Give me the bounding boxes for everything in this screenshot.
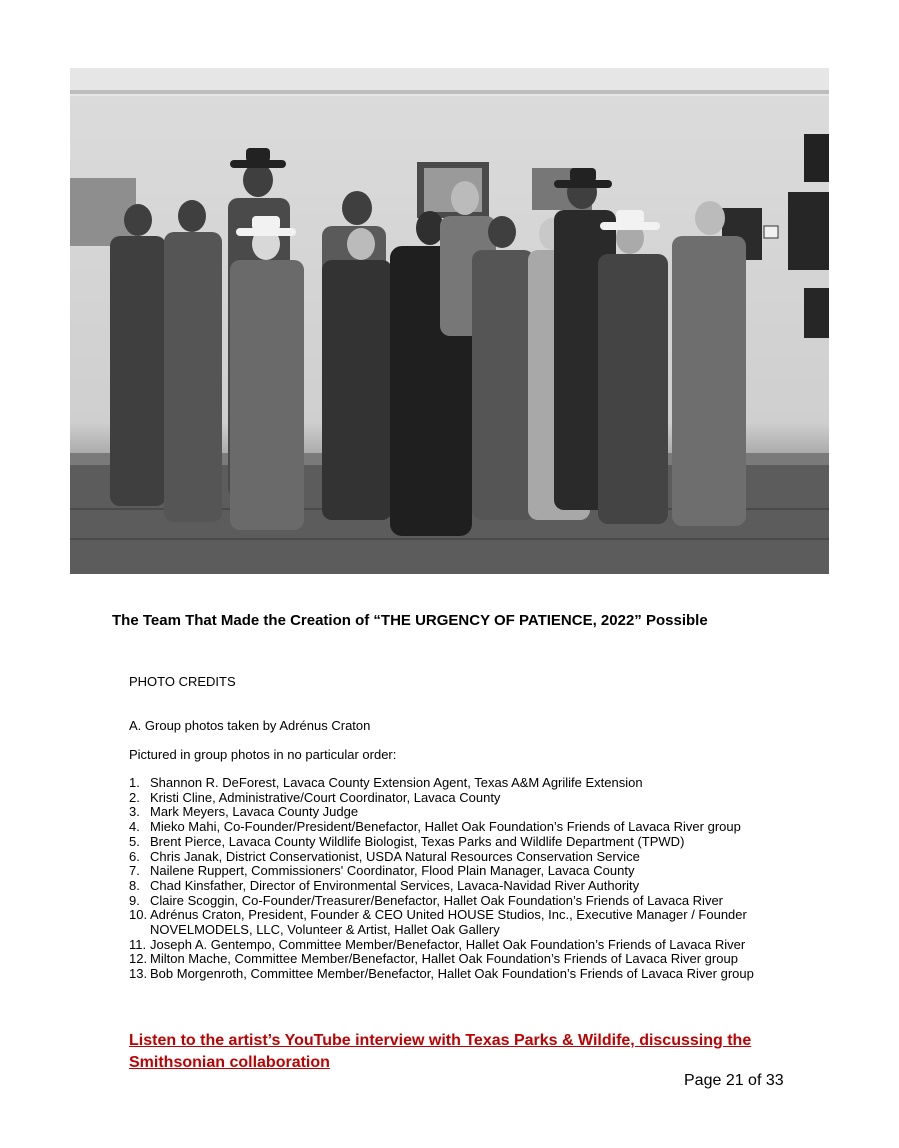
list-text: Joseph A. Gentempo, Committee Member/Benefactor, Hallet Oak Foundation’s Friends of Lavaca River <box>150 936 746 952</box>
list-number: 1. <box>129 775 140 790</box>
list-item <box>129 894 829 909</box>
group-photo <box>70 68 829 574</box>
list-item <box>129 805 829 820</box>
list-text: Bob Morgenroth, Committee Member/Benefactor, Hallet Oak Foundation’s Friends of Lavaca River group <box>150 966 754 982</box>
list-item <box>129 864 829 879</box>
list-text: Mieko Mahi, Co-Founder/President/Benefactor, Hallet Oak Foundation’s Friends of Lavaca River group <box>150 819 741 835</box>
list-number: 10. <box>129 907 148 923</box>
list-text: Brent Pierce, Lavaca County Wildlife Biologist, Texas Parks and Wildlife Department (TPWD) <box>150 833 685 849</box>
list-number: 4. <box>129 819 140 835</box>
list-item <box>129 938 829 953</box>
list-text: Adrénus Craton, President, Founder & CEO United HOUSE Studios, Inc., Executive Manager / Founder NOVELMODELS, LLC, Volunteer & Artist, Hallet Oak Gallery <box>150 907 747 938</box>
list-text: Nailene Ruppert, Commissioners' Coordinator, Flood Plain Manager, Lavaca County <box>150 863 635 879</box>
group-photo-illustration <box>70 68 829 574</box>
list-text: Claire Scoggin, Co-Founder/Treasurer/Benefactor, Hallet Oak Foundation’s Friends of Lavaca River <box>150 892 724 908</box>
pictured-intro: Pictured in group photos in no particular order: <box>129 747 397 762</box>
list-text: Milton Mache, Committee Member/Benefactor, Hallet Oak Foundation’s Friends of Lavaca River group <box>150 951 738 967</box>
list-number: 11. <box>129 936 147 952</box>
youtube-interview-link[interactable]: Listen to the artist’s YouTube interview with Texas Parks & Wildife, discussing the Smithsonian collaboration <box>129 1032 752 1071</box>
list-item <box>129 908 829 937</box>
photo-caption: The Team That Made the Creation of “THE URGENCY OF PATIENCE, 2022” Possible <box>112 612 708 629</box>
list-item <box>129 967 829 982</box>
list-item <box>129 850 829 865</box>
photo-credit-a: A. Group photos taken by Adrénus Craton <box>129 718 371 733</box>
photo-credits-heading: PHOTO CREDITS <box>129 674 236 689</box>
list-item <box>129 879 829 894</box>
list-item <box>129 776 829 791</box>
list-item <box>129 835 829 850</box>
list-number: 13. <box>129 966 148 982</box>
list-item <box>129 952 829 967</box>
list-number: 8. <box>129 877 140 893</box>
list-item <box>129 791 829 806</box>
pictured-list <box>129 776 829 982</box>
list-number: 7. <box>129 863 140 879</box>
list-number: 3. <box>129 804 140 820</box>
list-number: 6. <box>129 848 140 864</box>
list-text: Mark Meyers, Lavaca County Judge <box>150 804 359 820</box>
list-number: 2. <box>129 789 140 805</box>
list-number: 9. <box>129 892 140 908</box>
list-number: 5. <box>129 833 140 849</box>
list-item <box>129 820 829 835</box>
list-number: 12. <box>129 951 148 967</box>
page-number: Page 21 of 33 <box>684 1072 784 1089</box>
list-text: Chris Janak, District Conservationist, USDA Natural Resources Conservation Service <box>150 848 640 864</box>
list-text: Shannon R. DeForest, Lavaca County Extension Agent, Texas A&M Agrilife Extension <box>150 775 643 790</box>
list-text: Kristi Cline, Administrative/Court Coordinator, Lavaca County <box>150 789 501 805</box>
list-text: Chad Kinsfather, Director of Environmental Services, Lavaca-Navidad River Authority <box>150 877 640 893</box>
